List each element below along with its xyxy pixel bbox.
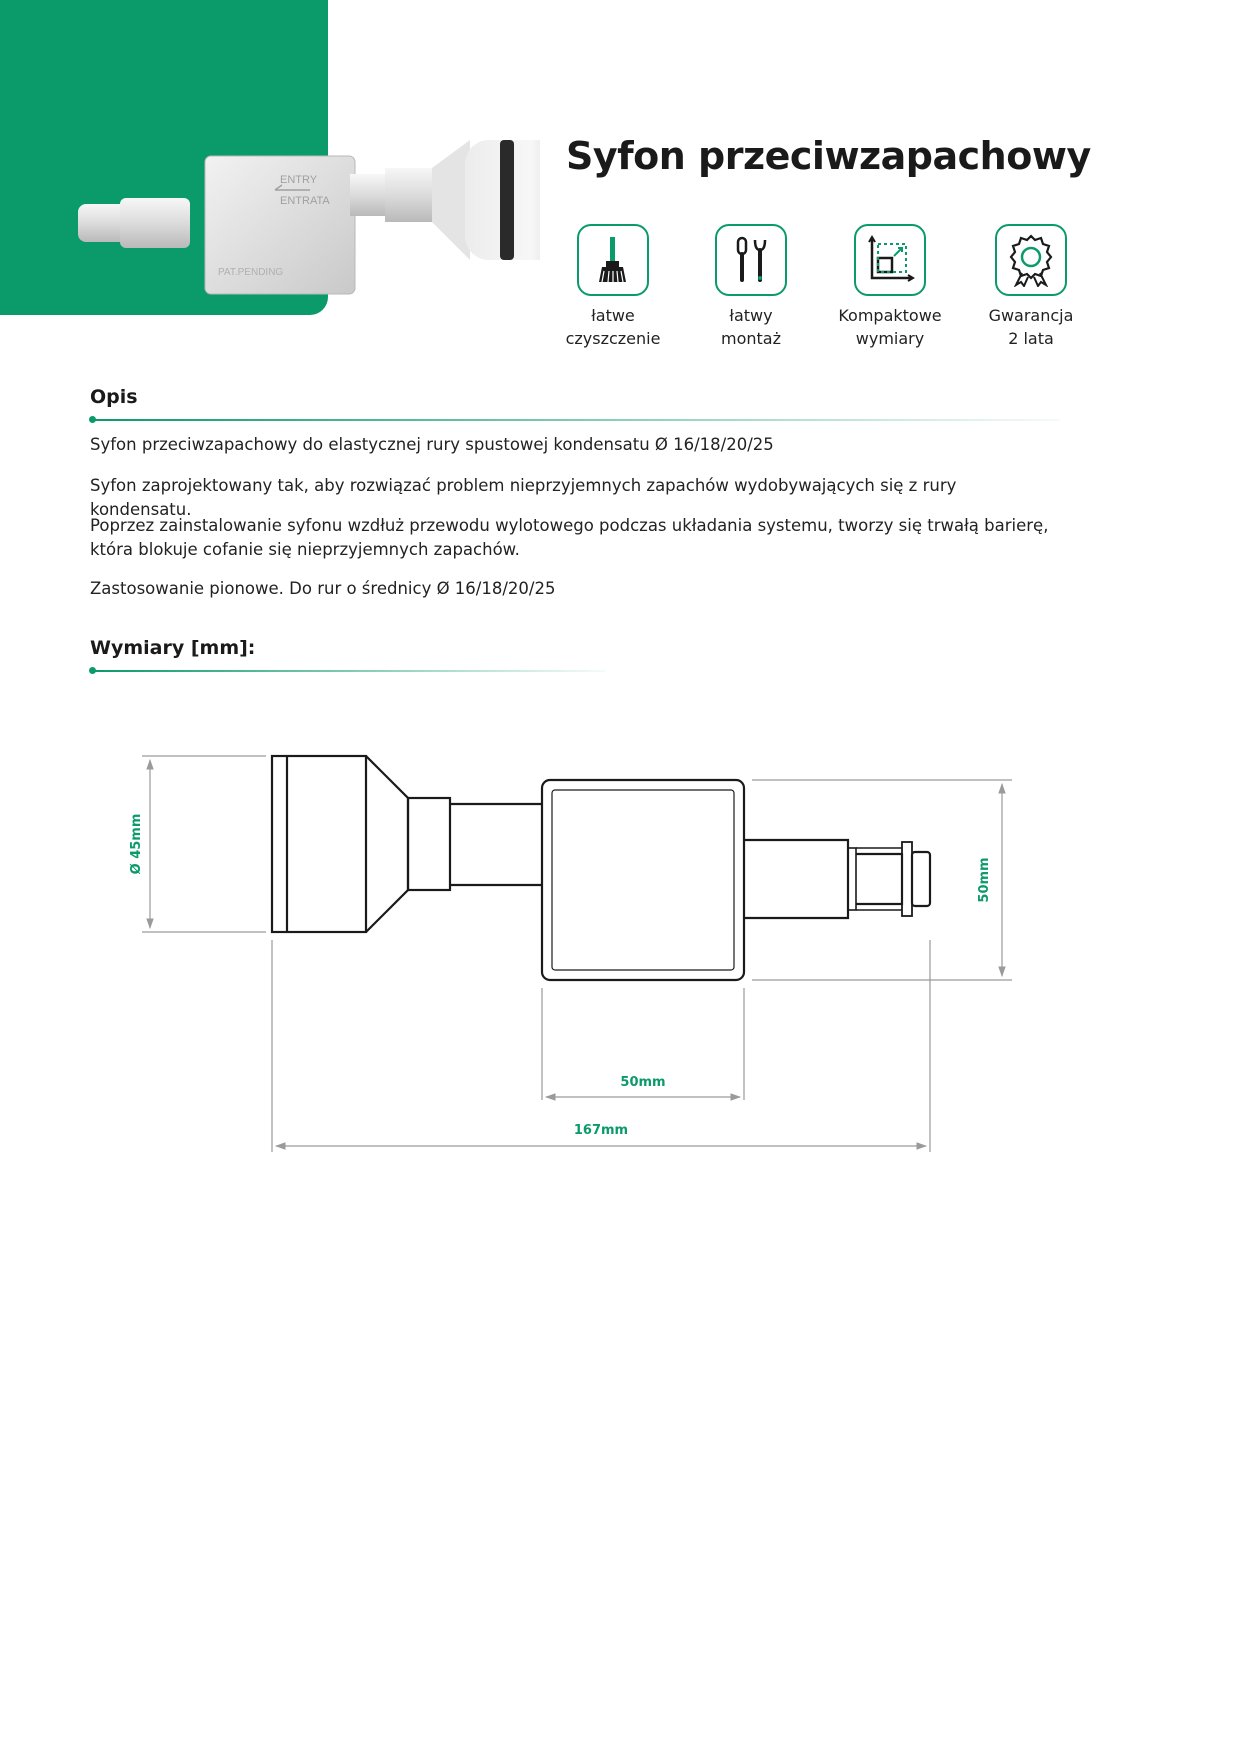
technical-drawing [0,700,1240,1180]
dimension-body-width-label: 50mm [620,1075,666,1090]
marking-entry: ENTRY [280,174,318,186]
feature-label-line1: łatwy [729,306,773,325]
description-paragraph-4: Zastosowanie pionowe. Do rur o średnicy Ø 16/18/20/25 [90,579,556,598]
description-paragraph-3: Poprzez zainstalowanie syfonu wzdłuż przewodu wylotowego podczas układania systemu, tworzy się trwałą barierę, która blokuje cofanie się nieprzyjemnych zapachów. [90,516,1049,559]
feature-label-line2: wymiary [855,329,925,348]
feature-label-line2: czyszczenie [565,329,661,348]
marking-patent: PAT.PENDING [218,267,284,278]
feature-label-line1: Gwarancja [988,306,1074,325]
warranty-badge-icon [995,224,1067,296]
feature-easy-mounting [686,224,816,350]
description-divider [90,419,1060,421]
feature-easy-cleaning [548,224,678,350]
marking-entrata: ENTRATA [280,195,330,207]
tools-icon [715,224,787,296]
dimension-total-length-label: 167mm [573,1123,629,1138]
description-heading: Opis [90,386,138,408]
feature-label-line2: 2 lata [1008,329,1054,348]
brush-icon [577,224,649,296]
dimension-height-label: 50mm [977,857,992,903]
dimensions-heading: Wymiary [mm]: [90,637,256,659]
dimensions-icon [854,224,926,296]
dimensions-divider [90,670,605,672]
feature-label-line1: Kompaktowe [838,306,942,325]
feature-icons [548,224,1088,354]
feature-compact-dimensions [825,224,955,350]
product-photo [70,132,540,312]
feature-label-line1: łatwe [591,306,635,325]
description-paragraph-2: Syfon zaprojektowany tak, aby rozwiązać problem nieprzyjemnych zapachów wydobywających się z rury kondensatu. [90,476,957,519]
page-title: Syfon przeciwzapachowy [566,134,1091,178]
feature-label-line2: montaż [721,329,781,348]
feature-warranty [966,224,1096,350]
description-paragraph-1: Syfon przeciwzapachowy do elastycznej rury spustowej kondensatu Ø 16/18/20/25 [90,435,774,454]
dimension-diameter-label: Ø 45mm [129,813,144,875]
